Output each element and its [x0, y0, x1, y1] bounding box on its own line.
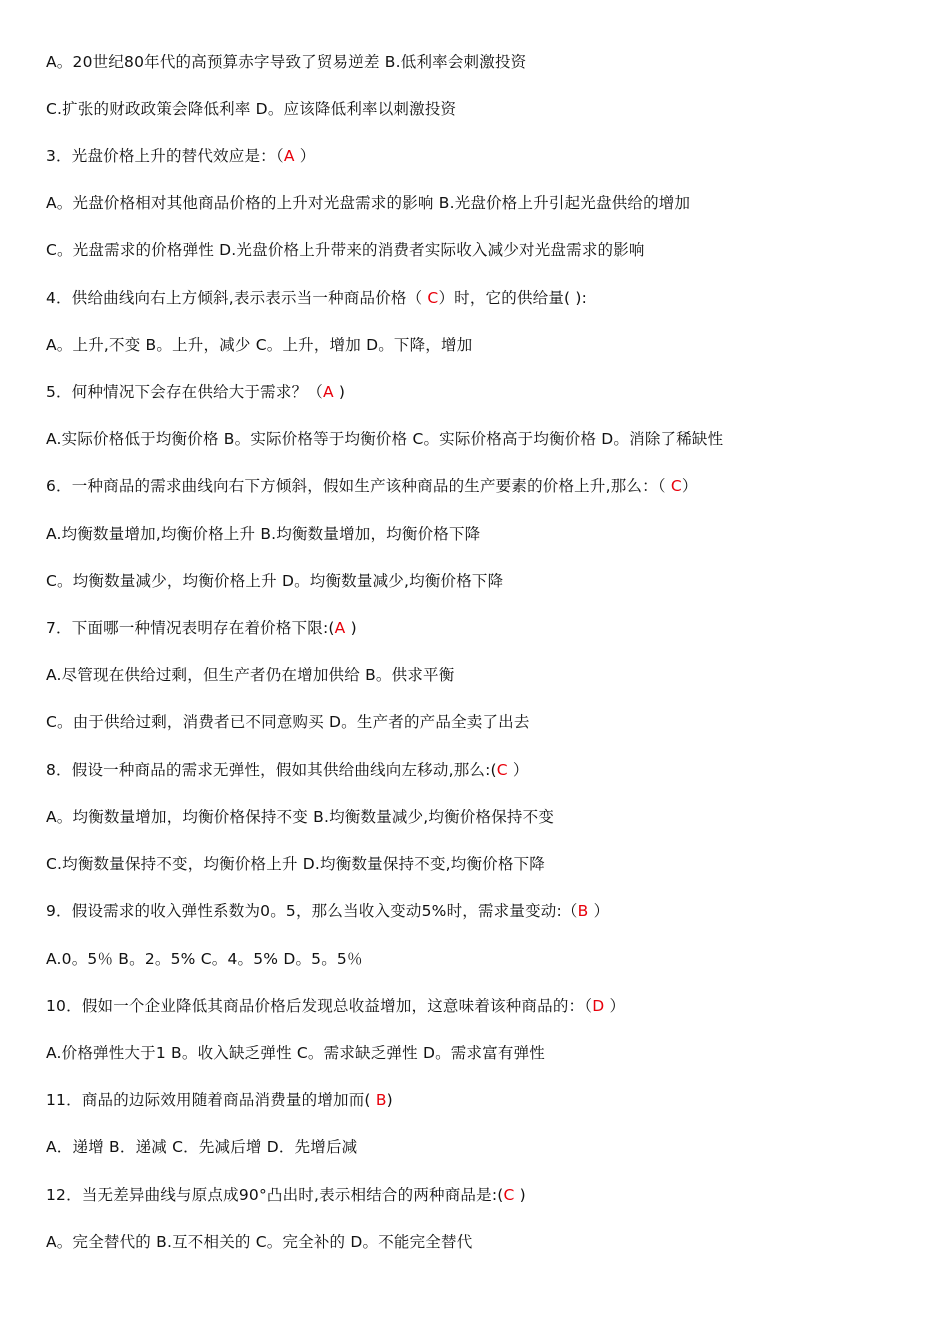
question-line — [46, 288, 587, 308]
options-line — [46, 854, 545, 874]
question-line — [46, 1090, 393, 1110]
question-text-tail: ） — [507, 761, 529, 779]
question-text-tail: ) — [514, 1186, 526, 1204]
options-text: C。均衡数量减少，均衡价格上升 D。均衡数量减少,均衡价格下降 — [46, 572, 504, 590]
answer-letter: C — [503, 1186, 515, 1204]
question-line — [46, 618, 357, 638]
question-text: 10．假如一个企业降低其商品价格后发现总收益增加，这意味着该种商品的：（ — [46, 997, 593, 1015]
question-text-tail: ） — [681, 477, 698, 495]
answer-letter: B — [375, 1091, 387, 1109]
question-text-tail: ） — [588, 902, 610, 920]
options-line — [46, 1232, 472, 1252]
options-line — [46, 949, 363, 969]
answer-letter: C — [670, 477, 682, 495]
question-text: 11．商品的边际效用随着商品消费量的增加而( — [46, 1091, 376, 1109]
text-line — [46, 52, 526, 72]
options-line — [46, 665, 454, 685]
options-text: C。光盘需求的价格弹性 D.光盘价格上升带来的消费者实际收入减少对光盘需求的影响 — [46, 241, 645, 259]
text-line — [46, 99, 456, 119]
options-text: C。由于供给过剩，消费者已不同意购买 D。生产者的产品全卖了出去 — [46, 713, 530, 731]
options-line — [46, 1043, 545, 1063]
question-text-tail: ） — [294, 147, 316, 165]
question-line — [46, 476, 698, 496]
question-text: 8．假设一种商品的需求无弹性，假如其供给曲线向左移动,那么:( — [46, 761, 497, 779]
options-line — [46, 193, 690, 213]
question-text: 9．假设需求的收入弹性系数为0。5，那么当收入变动5%时，需求量变动:（ — [46, 902, 578, 920]
options-text: A。光盘价格相对其他商品价格的上升对光盘需求的影响 B.光盘价格上升引起光盘供给的增加 — [46, 194, 691, 212]
options-text: A.实际价格低于均衡价格 B。实际价格等于均衡价格 C。实际价格高于均衡价格 D。消除了稀缺性 — [46, 430, 724, 448]
options-text: A.尽管现在供给过剩，但生产者仍在增加供给 B。供求平衡 — [46, 666, 455, 684]
line-text: A。20世纪80年代的高预算赤字导致了贸易逆差 B.低利率会刺激投资 — [46, 53, 527, 71]
answer-letter: B — [577, 902, 589, 920]
options-line — [46, 1137, 357, 1157]
answer-letter: C — [427, 289, 439, 307]
question-text-tail: ）时，它的供给量( ): — [438, 289, 588, 307]
answer-letter: C — [496, 761, 508, 779]
question-text: 4．供给曲线向右上方倾斜,表示表示当一种商品价格（ — [46, 289, 428, 307]
question-line — [46, 760, 529, 780]
question-text-tail: ) — [386, 1091, 393, 1109]
question-text-tail: ） — [604, 997, 626, 1015]
options-line — [46, 240, 645, 260]
options-line — [46, 335, 472, 355]
options-line — [46, 524, 480, 544]
question-text: 5．何种情况下会存在供给大于需求？（ — [46, 383, 323, 401]
options-text: A。完全替代的 B.互不相关的 C。完全补的 D。不能完全替代 — [46, 1233, 473, 1251]
options-text: A。上升,不变 B。上升，减少 C。上升，增加 D。下降，增加 — [46, 336, 473, 354]
options-text: A.均衡数量增加,均衡价格上升 B.均衡数量增加，均衡价格下降 — [46, 525, 481, 543]
line-text: C.扩张的财政政策会降低利率 D。应该降低利率以刺激投资 — [46, 100, 457, 118]
question-line — [46, 901, 609, 921]
question-text: 3．光盘价格上升的替代效应是：（ — [46, 147, 284, 165]
options-line — [46, 429, 723, 449]
question-line — [46, 996, 625, 1016]
question-text-tail: ) — [333, 383, 346, 401]
answer-letter: A — [322, 383, 334, 401]
question-text: 7．下面哪一种情况表明存在着价格下限:( — [46, 619, 335, 637]
question-text: 6．一种商品的需求曲线向右下方倾斜，假如生产该种商品的生产要素的价格上升,那么：（ — [46, 477, 671, 495]
options-text: A.0。5％ B。2。5% C。4。5% D。5。5％ — [46, 950, 363, 968]
options-text: A.价格弹性大于1 B。收入缺乏弹性 C。需求缺乏弹性 D。需求富有弹性 — [46, 1044, 545, 1062]
options-line — [46, 571, 503, 591]
options-line — [46, 807, 554, 827]
question-text-tail: ) — [345, 619, 357, 637]
options-text: C.均衡数量保持不变，均衡价格上升 D.均衡数量保持不变,均衡价格下降 — [46, 855, 545, 873]
question-line — [46, 382, 345, 402]
options-text: A．递增 B．递减 C．先减后增 D．先增后减 — [46, 1138, 358, 1156]
question-line — [46, 1185, 526, 1205]
question-line — [46, 146, 315, 166]
question-text: 12．当无差异曲线与原点成90°凸出时,表示相结合的两种商品是:( — [46, 1186, 504, 1204]
options-line — [46, 712, 530, 732]
answer-letter: D — [592, 997, 605, 1015]
answer-letter: A — [334, 619, 346, 637]
answer-letter: A — [283, 147, 295, 165]
options-text: A。均衡数量增加，均衡价格保持不变 B.均衡数量减少,均衡价格保持不变 — [46, 808, 555, 826]
